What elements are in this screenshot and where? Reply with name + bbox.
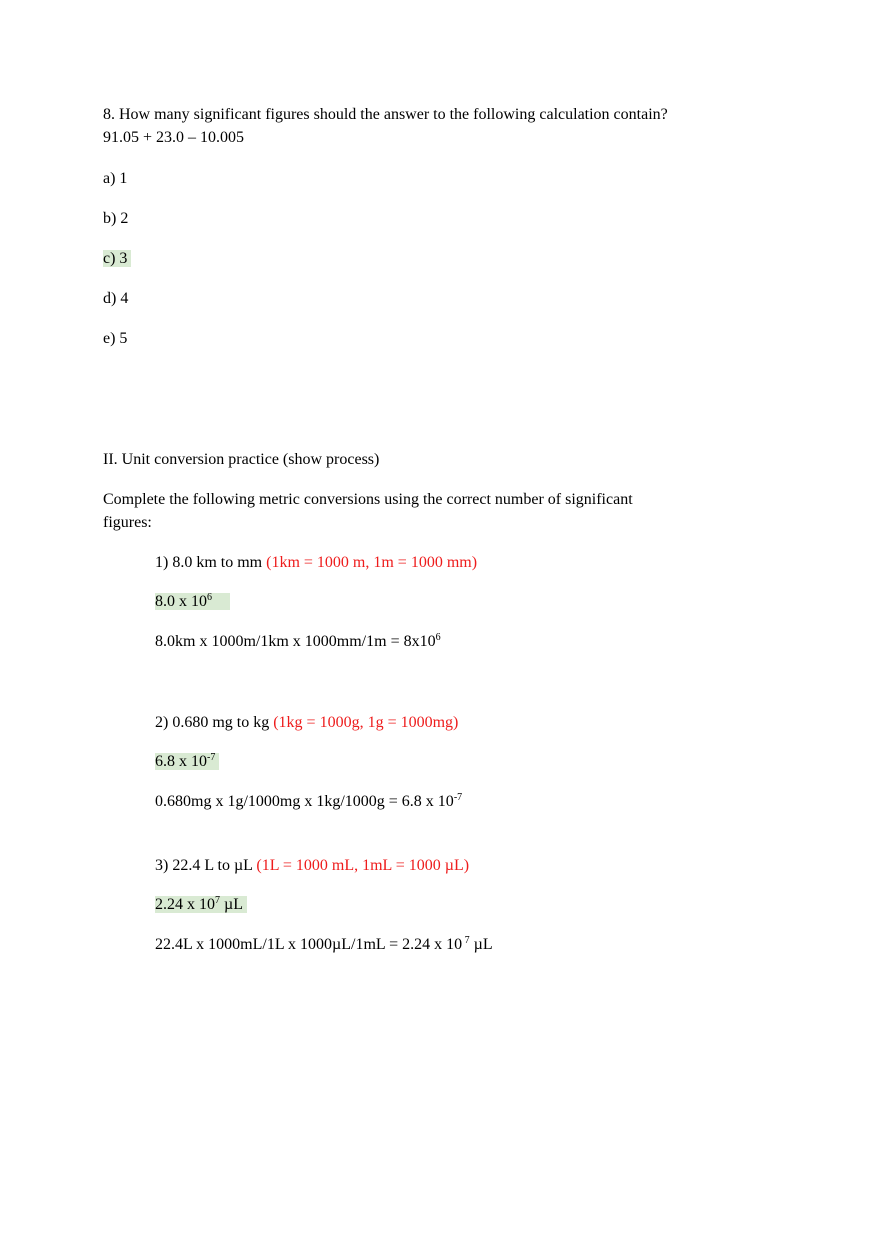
problem-3-answer: [155, 895, 247, 915]
problem-3-work: [155, 935, 493, 955]
problem-1-work: [155, 632, 441, 652]
problem-2-work: [155, 792, 462, 812]
problem-3-answer-highlight: [155, 896, 247, 913]
problem-1-work-base: 8.0km x 1000m/1km x 1000mm/1m = 8x10: [155, 633, 436, 650]
problem-3-prompt: [155, 856, 469, 876]
problem-2-hint: (1kg = 1000g, 1g = 1000mg): [273, 714, 459, 731]
problem-2-work-base: 0.680mg x 1g/1000mg x 1kg/1000g = 6.8 x 10: [155, 793, 454, 810]
problem-3-answer-exponent: 7: [215, 895, 220, 906]
problem-3-hint: (1L = 1000 mL, 1mL = 1000 µL): [256, 857, 470, 874]
problem-1-answer: [155, 592, 230, 612]
option-c-correct: [103, 249, 131, 269]
problem-3-answer-unit: µL: [220, 896, 243, 913]
problem-3-work-exponent: 7: [462, 935, 470, 946]
problem-1-answer-highlight: [155, 593, 230, 610]
problem-2-answer-exponent: -7: [207, 752, 216, 763]
problem-2-answer-highlight: [155, 753, 219, 770]
instruction-line-2: figures:: [103, 514, 152, 531]
problem-1-hint: (1km = 1000 m, 1m = 1000 mm): [266, 554, 478, 571]
problem-2-text: 2) 0.680 mg to kg: [155, 714, 274, 731]
problem-1-prompt: [155, 553, 477, 573]
calculation-expression: 91.05 + 23.0 – 10.005: [103, 129, 245, 146]
option-d: d) 4: [103, 290, 129, 307]
problem-3-work-unit: µL: [469, 936, 493, 953]
problem-1-text: 1) 8.0 km to mm: [155, 554, 267, 571]
option-c-highlight: c) 3: [103, 250, 131, 267]
problem-1-work-exponent: 6: [435, 632, 441, 643]
problem-3-text: 3) 22.4 L to µL: [155, 857, 257, 874]
section-title: II. Unit conversion practice (show process): [103, 451, 380, 468]
problem-1-answer-base: 8.0 x 10: [155, 593, 207, 610]
option-e: e) 5: [103, 330, 128, 347]
problem-2-answer: [155, 752, 219, 772]
option-a: a) 1: [103, 170, 128, 187]
problem-3-work-base: 22.4L x 1000mL/1L x 1000µL/1mL = 2.24 x 10: [155, 936, 463, 953]
question-text: 8. How many significant figures should the answer to the following calculation contain?: [103, 106, 668, 123]
problem-2-answer-base: 6.8 x 10: [155, 753, 207, 770]
instruction-line-1: Complete the following metric conversions using the correct number of significant: [103, 491, 633, 508]
problem-3-answer-base: 2.24 x 10: [155, 896, 215, 913]
option-b: b) 2: [103, 210, 129, 227]
problem-2-prompt: [155, 713, 458, 733]
problem-1-answer-exponent: 6: [207, 592, 212, 603]
problem-2-work-exponent: -7: [453, 792, 463, 803]
